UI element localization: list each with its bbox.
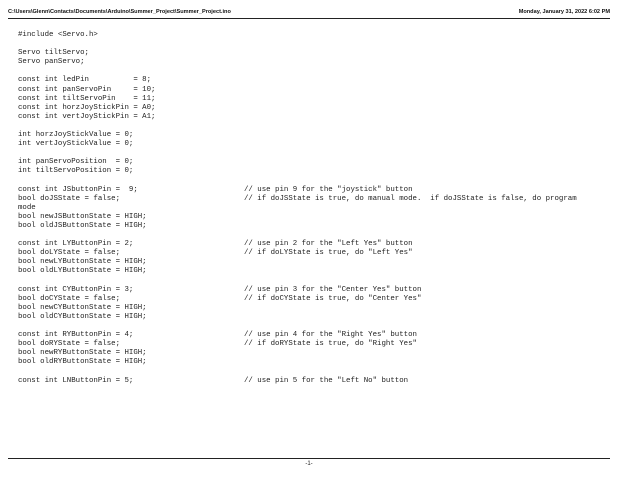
footer-rule xyxy=(8,458,610,459)
code-line xyxy=(18,149,608,158)
code-line xyxy=(18,304,608,313)
code-line xyxy=(18,349,608,358)
code-text: bool oldCYButtonState = HIGH; xyxy=(18,312,147,321)
code-line xyxy=(18,204,608,213)
code-line xyxy=(18,131,608,140)
code-line xyxy=(18,113,608,122)
code-line xyxy=(18,167,608,176)
code-text: const int JSbuttonPin = 9; xyxy=(18,185,138,194)
code-line xyxy=(18,104,608,113)
code-text: int panServoPosition = 0; xyxy=(18,158,134,167)
code-comment: // use pin 5 for the "Left No" button xyxy=(244,376,409,385)
code-line xyxy=(18,67,608,76)
code-text: bool newCYButtonState = HIGH; xyxy=(18,303,147,312)
code-line xyxy=(18,31,608,40)
code-line xyxy=(18,222,608,231)
code-line xyxy=(18,186,608,195)
code-line xyxy=(18,86,608,95)
code-text: const int LNButtonPin = 5; xyxy=(18,376,134,385)
code-line xyxy=(18,340,608,349)
code-listing xyxy=(18,31,608,386)
code-comment: // use pin 4 for the "Right Yes" button xyxy=(244,331,417,340)
code-text: const int ledPin = 8; xyxy=(18,76,152,85)
code-comment: // if doCYState is true, do "Center Yes" xyxy=(244,294,422,303)
code-text: bool newRYButtonState = HIGH; xyxy=(18,349,147,358)
code-text: const int vertJoyStickPin = A1; xyxy=(18,112,156,121)
code-line xyxy=(18,140,608,149)
code-line xyxy=(18,40,608,49)
code-text: const int LYButtonPin = 2; xyxy=(18,240,134,249)
code-line xyxy=(18,249,608,258)
code-text: const int horzJoyStickPin = A0; xyxy=(18,103,156,112)
code-line xyxy=(18,358,608,367)
code-text: #include <Servo.h> xyxy=(18,31,98,39)
code-text: const int panServoPin = 10; xyxy=(18,85,156,94)
code-line xyxy=(18,49,608,58)
code-text: Servo panServo; xyxy=(18,58,85,67)
code-text: bool doRYState = false; xyxy=(18,340,121,349)
code-line xyxy=(18,158,608,167)
code-text: bool doJSState = false; xyxy=(18,194,121,203)
code-line xyxy=(18,76,608,85)
code-line xyxy=(18,240,608,249)
code-text: bool doCYState = false; xyxy=(18,294,121,303)
code-line xyxy=(18,367,608,376)
code-text: bool doLYState = false; xyxy=(18,249,121,258)
code-line xyxy=(18,231,608,240)
code-comment: // use pin 9 for the "joystick" button xyxy=(244,185,413,194)
code-text: bool oldJSButtonState = HIGH; xyxy=(18,221,147,230)
code-text: bool newLYButtonState = HIGH; xyxy=(18,258,147,267)
code-line xyxy=(18,286,608,295)
code-line xyxy=(18,313,608,322)
code-text: int horzJoyStickValue = 0; xyxy=(18,131,134,140)
code-text: const int RYButtonPin = 4; xyxy=(18,331,134,340)
code-text: int vertJoyStickValue = 0; xyxy=(18,140,134,149)
code-text: mode xyxy=(18,203,36,212)
code-text: bool oldLYButtonState = HIGH; xyxy=(18,267,147,276)
code-line xyxy=(18,377,608,386)
code-line xyxy=(18,277,608,286)
code-line xyxy=(18,122,608,131)
code-line xyxy=(18,213,608,222)
code-text: Servo tiltServo; xyxy=(18,49,89,58)
code-line xyxy=(18,331,608,340)
code-text: const int CYButtonPin = 3; xyxy=(18,285,134,294)
file-path: C:\Users\Glenn\Contacts\Documents\Arduino\Summer_Project\Summer_Project.ino xyxy=(8,9,231,15)
code-comment: // if doJSState is true, do manual mode. if doJSState is false, do program xyxy=(244,194,577,203)
code-text: int tiltServoPosition = 0; xyxy=(18,167,134,176)
code-line xyxy=(18,58,608,67)
code-line xyxy=(18,177,608,186)
code-line xyxy=(18,295,608,304)
code-line xyxy=(18,95,608,104)
code-line xyxy=(18,267,608,276)
code-text: bool newJSButtonState = HIGH; xyxy=(18,212,147,221)
print-datetime: Monday, January 31, 2022 6:02 PM xyxy=(518,9,610,15)
code-line xyxy=(18,195,608,204)
code-text: bool oldRYButtonState = HIGH; xyxy=(18,358,147,367)
code-comment: // if doLYState is true, do "Left Yes" xyxy=(244,249,413,258)
page-header xyxy=(8,8,610,19)
code-line xyxy=(18,258,608,267)
code-comment: // use pin 2 for the "Left Yes" button xyxy=(244,240,413,249)
code-line xyxy=(18,322,608,331)
page-number: -1- xyxy=(305,461,313,467)
code-comment: // use pin 3 for the "Center Yes" button xyxy=(244,285,422,294)
code-text: const int tiltServoPin = 11; xyxy=(18,94,156,103)
code-comment: // if doRYState is true, do "Right Yes" xyxy=(244,340,417,349)
